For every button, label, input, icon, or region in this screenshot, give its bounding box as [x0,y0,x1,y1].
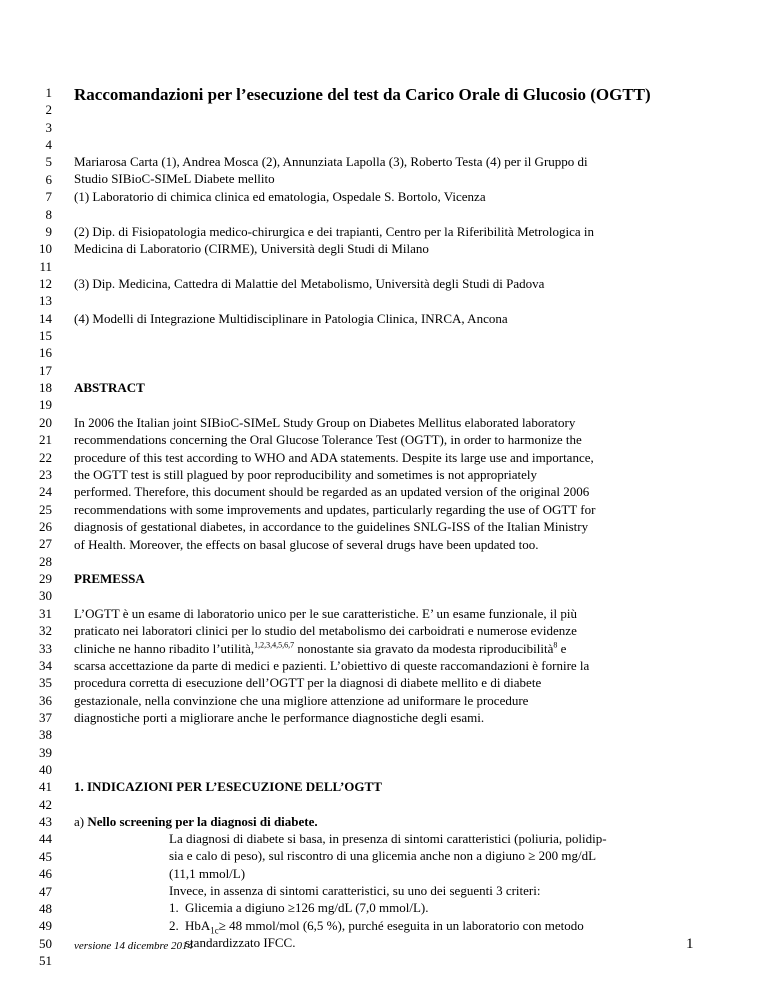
abstract-heading: ABSTRACT [74,380,145,395]
paragraph-line: La diagnosi di diabete si basa, in presenza di sintomi caratteristici (poliuria, polidip- [169,831,607,846]
paragraph-line: (11,1 mmol/L) [169,865,246,881]
citation-ref: 8 [553,640,558,650]
criterion-text: Glicemia a digiuno ≥126 mg/dL (7,0 mmol/L). [185,900,429,916]
line-number: 17 [39,362,52,378]
line-number: 9 [45,223,52,239]
line-number: 35 [39,675,52,691]
line-number: 41 [39,779,52,795]
version-footer: versione 14 dicembre 2014 [74,940,194,952]
line-number: 21 [39,432,52,448]
abstract-line: procedure of this test according to WHO and ADA statements. Despite its large use and importance, [74,449,594,465]
line-number: 47 [39,883,52,899]
line-number: 20 [39,414,52,430]
authors-line-1: Mariarosa Carta (1), Andrea Mosca (2), Annunziata Lapolla (3), Roberto Testa (4) per il Gruppo di [74,154,588,169]
line-number: 26 [39,518,52,534]
section-1-heading: 1. INDICAZIONI PER L’ESECUZIONE DELL’OGTT [74,779,382,794]
premessa-line: praticato nei laboratori clinici per lo studio del metabolismo dei carboidrati e numerose evidenze [74,623,577,639]
affiliation-2-line-1: (2) Dip. di Fisiopatologia medico-chirurgica e dei trapianti, Centro per la Riferibilità Metrologica in [74,224,594,239]
line-number: 44 [39,831,52,847]
line-number: 32 [39,623,52,639]
criterion-text-continued: standardizzato IFCC. [185,935,296,951]
line-number: 14 [39,310,52,326]
premessa-line: scarsa accettazione da parte di medici e pazienti. L’obiettivo di queste raccomandazioni è fornire la [74,658,590,674]
item-a-label: a) [74,814,85,829]
premessa-text: cliniche ne hanno ribadito l’utilità, [74,640,255,656]
abstract-line: recommendations concerning the Oral Glucose Tolerance Test (OGTT), in order to harmonize the [74,432,582,448]
affiliation-4: (4) Modelli di Integrazione Multidisciplinare in Patologia Clinica, INRCA, Ancona [74,311,508,326]
criterion-1 [169,899,696,916]
document-title: Raccomandazioni per l’esecuzione del test da Carico Orale di Glucosio (OGTT) [74,85,651,104]
line-number: 30 [39,588,52,604]
abstract-line: the OGTT test is still plagued by poor reproducibility and sometimes is not appropriately [74,467,537,483]
line-number: 23 [39,466,52,482]
line-number: 48 [39,900,52,916]
affiliation-2-line-2: Medicina di Laboratorio (CIRME), Università degli Studi di Milano [74,241,429,257]
line-number: 5 [45,154,52,170]
authors-line-2: Studio SIBioC-SIMeL Diabete mellito [74,171,275,187]
premessa-line: gestazionale, nella convinzione che una migliore attenzione ad uniformare le procedure [74,692,529,708]
abstract-line: of Health. Moreover, the effects on basal glucose of several drugs have been updated too. [74,536,539,552]
line-number: 8 [45,206,52,222]
item-a [74,813,696,830]
line-number: 11 [39,258,52,274]
line-number: 50 [39,935,52,951]
line-number: 6 [45,171,52,187]
abstract-line: performed. Therefore, this document should be regarded as an updated version of the original 2006 [74,484,590,500]
abstract-body [74,414,696,553]
line-number: 51 [39,952,52,968]
line-number: 49 [39,918,52,934]
line-number: 10 [39,241,52,257]
premessa-line: procedura corretta di esecuzione dell’OGTT per la diagnosi di diabete mellito e di diabete [74,675,542,691]
line-number: 36 [39,692,52,708]
line-number: 2 [45,102,52,118]
line-number: 15 [39,328,52,344]
premessa-heading: PREMESSA [74,571,145,586]
line-number-gutter [18,84,52,969]
line-number: 24 [39,484,52,500]
line-number: 40 [39,762,52,778]
line-number: 43 [39,814,52,830]
line-number: 22 [39,449,52,465]
line-number: 33 [39,640,52,656]
line-number: 39 [39,744,52,760]
line-number: 1 [45,85,52,100]
criterion-number: 1. [169,900,179,916]
affiliation-3: (3) Dip. Medicina, Cattedra di Malattie del Metabolismo, Università degli Studi di Padova [74,276,545,291]
premessa-line: L’OGTT è un esame di laboratorio unico per le sue caratteristiche. E’ un esame funzionale, il più [74,606,577,621]
subscript: 1c [210,925,219,936]
paragraph-line: sia e calo di peso), sul riscontro di una glicemia anche non a digiuno ≥ 200 mg/dL [169,848,597,864]
abstract-line: In 2006 the Italian joint SIBioC-SIMeL Study Group on Diabetes Mellitus elaborated laboratory [74,415,576,430]
criteria-paragraph [169,882,696,951]
line-number: 19 [39,397,52,413]
abstract-line: recommendations with some improvements and updates, particularly regarding the use of OGTT for [74,501,596,517]
line-number: 28 [39,553,52,569]
line-number: 42 [39,796,52,812]
item-a-title: Nello screening per la diagnosi di diabete. [87,814,318,829]
line-number: 3 [45,119,52,135]
criterion-2 [169,917,696,934]
line-number: 25 [39,501,52,517]
page-number: 1 [686,936,694,952]
premessa-text: e [557,640,567,656]
abstract-line: diagnosis of gestational diabetes, in accordance to the guidelines SNLG-ISS of the Italian Ministry [74,519,589,535]
line-number: 31 [39,605,52,621]
line-number: 4 [45,137,52,153]
citation-refs: 1,2,3,4,5,6,7 [254,640,295,650]
affiliation-1: (1) Laboratorio di chimica clinica ed ematologia, Ospedale S. Bortolo, Vicenza [74,189,486,204]
premessa-text: nonostante sia gravato da modesta riproducibilità [294,640,554,656]
line-number: 12 [39,275,52,291]
line-number: 18 [39,380,52,396]
line-number: 37 [39,709,52,725]
line-number: 16 [39,345,52,361]
criterion-text: ≥ 48 mmol/mol (6,5 %), purché eseguita in un laboratorio con metodo [218,917,584,933]
line-number: 13 [39,293,52,309]
line-number: 46 [39,866,52,882]
authors [74,153,696,188]
diagnosis-paragraph [169,830,696,882]
premessa-line: diagnostiche porti a migliorare anche le performance diagnostiche degli esami. [74,710,485,726]
line-number: 38 [39,727,52,743]
premessa-line [74,641,566,656]
criterion-number: 2. [169,917,179,933]
premessa-body [74,605,696,727]
line-number: 34 [39,657,52,673]
affiliation-2 [74,223,696,258]
line-number: 29 [39,571,52,587]
line-number: 7 [45,189,52,205]
paragraph-line: Invece, in assenza di sintomi caratteristici, su uno dei seguenti 3 criteri: [169,883,541,898]
line-number: 27 [39,536,52,552]
line-number: 45 [39,848,52,864]
criterion-text: HbA [185,917,211,933]
